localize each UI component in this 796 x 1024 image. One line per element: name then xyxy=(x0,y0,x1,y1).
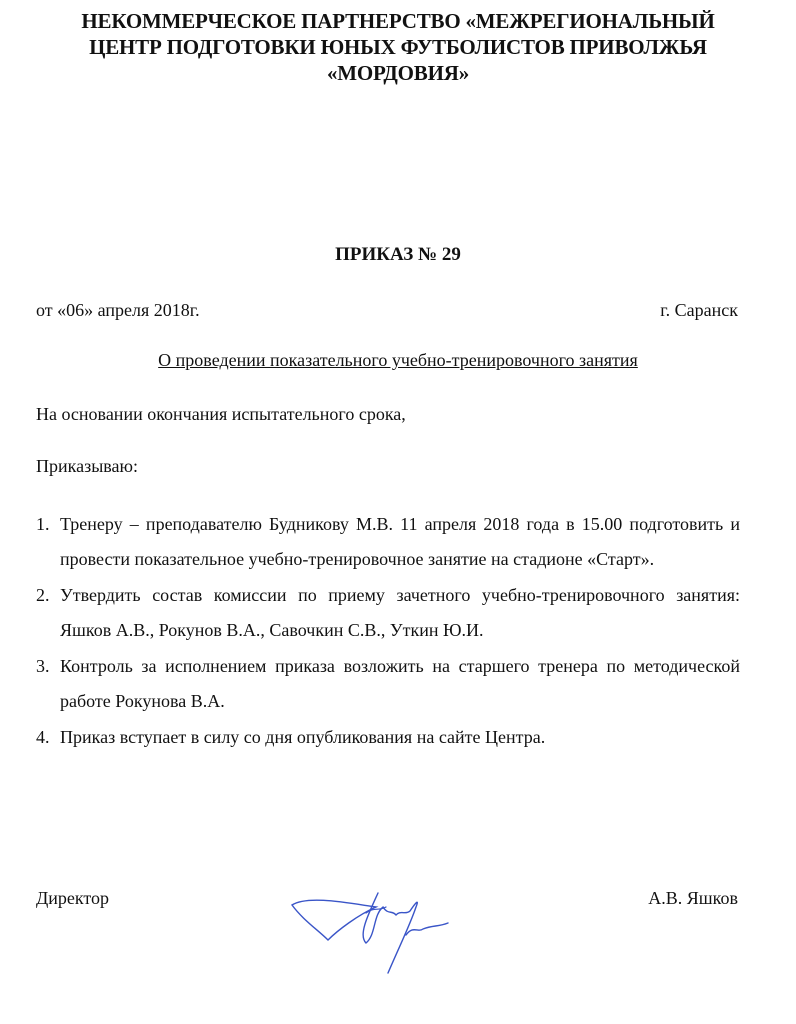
order-item-text: Утвердить состав комиссии по приему зачетного учебно-тренировочного занятия: Яшков А.В., Рокунов В.А., Савочкин С.В., Уткин Ю.И. xyxy=(60,585,740,640)
order-item-text: Тренеру – преподавателю Будникову М.В. 11 апреля 2018 года в 15.00 подготовить и провести показательное учебно-тренировочное занятие на стадионе «Старт». xyxy=(60,514,740,569)
order-subject xyxy=(0,350,796,371)
handwritten-signature xyxy=(288,885,478,975)
order-date: от «06» апреля 2018г. xyxy=(36,300,200,320)
order-item-text: Приказ вступает в силу со дня опубликования на сайте Центра. xyxy=(60,727,546,747)
order-item xyxy=(36,578,740,648)
order-item xyxy=(36,507,740,577)
order-city: г. Саранск xyxy=(660,300,738,320)
signature-stroke-tail xyxy=(406,923,448,935)
signatory-role: Директор xyxy=(36,888,110,908)
signature-stroke-main xyxy=(363,893,417,973)
order-item-number: 2. xyxy=(36,585,50,605)
order-item xyxy=(36,720,740,755)
order-subject-text: О проведении показательного учебно-тренировочного занятия xyxy=(158,350,638,370)
signatory-name: А.В. Яшков xyxy=(648,888,738,908)
organization-header xyxy=(0,8,796,86)
order-item xyxy=(36,649,740,719)
order-directive-word: Приказываю: xyxy=(36,456,138,476)
order-item-number: 3. xyxy=(36,656,50,676)
order-item-text: Контроль за исполнением приказа возложить на старшего тренера по методической работе Рокунова В.А. xyxy=(60,656,740,711)
order-item-number: 4. xyxy=(36,727,50,747)
organization-line-3: «МОРДОВИЯ» xyxy=(326,61,470,85)
order-title: ПРИКАЗ № 29 xyxy=(335,244,461,265)
order-item-number: 1. xyxy=(36,514,50,534)
organization-line-2: ЦЕНТР ПОДГОТОВКИ ЮНЫХ ФУТБОЛИСТОВ ПРИВОЛЖЬЯ xyxy=(89,35,707,59)
order-basis: На основании окончания испытательного срока, xyxy=(36,404,406,424)
order-items-list xyxy=(36,507,740,756)
organization-line-1: НЕКОММЕРЧЕСКОЕ ПАРТНЕРСТВО «МЕЖРЕГИОНАЛЬНЫЙ xyxy=(81,9,715,33)
